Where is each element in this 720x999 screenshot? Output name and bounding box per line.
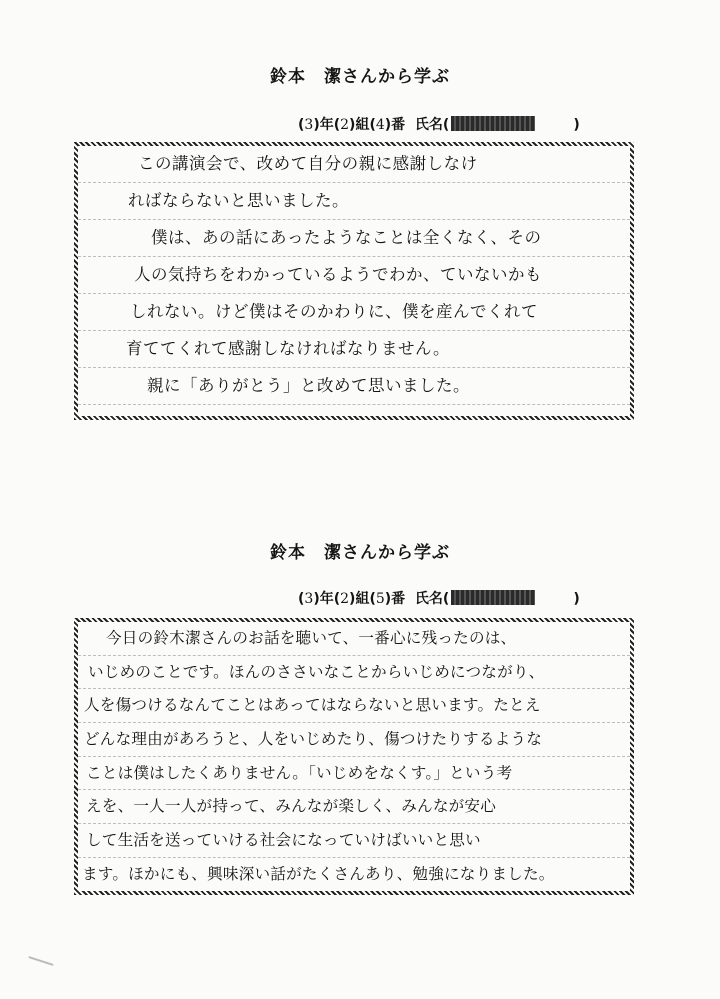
essay-line: いじめのことです。ほんのささいなことからいじめにつながり、 [78,656,630,690]
redacted-name [451,116,535,131]
grade-label: )年( [313,117,341,133]
class-label: )組( [349,591,376,607]
student-info [298,114,580,134]
number-value: 4 [375,117,385,133]
essay-line: 親に「ありがとう」と改めて思いました。 [78,368,630,405]
class-value: 2 [340,591,350,607]
title-name: 鈴本 [270,543,306,563]
essay-line: 人の気持ちをわかっているようでわか、ていないかも [78,257,630,294]
name-close: ) [573,591,580,607]
class-value: 2 [340,117,350,133]
essay-line [78,405,630,441]
student-info [298,588,580,608]
grade-label: )年( [313,591,341,607]
essay-line: 人を傷つけるなんてことはあってはならないと思います。たとえ [78,689,630,723]
paren: ( [298,591,305,607]
number-label: )番 [384,117,406,133]
worksheet-title [0,62,720,87]
scan-mark [28,956,53,966]
essay-line: どんな理由があろうと、人をいじめたり、傷つけたりするような [78,723,630,757]
number-value: 5 [375,591,385,607]
name-close: ) [573,117,580,133]
redacted-name [451,590,535,605]
essay-line: 育ててくれて感謝しなければなりません。 [78,331,630,368]
class-label: )組( [349,117,376,133]
paren: ( [298,117,305,133]
essay-line: しれない。けど僕はそのかわりに、僕を産んでくれて [78,294,630,331]
grade-value: 3 [304,591,314,607]
grade-value: 3 [304,117,314,133]
essay-line: ます。ほかにも、興味深い話がたくさんあり、勉強になりました。 [82,864,555,883]
essay-line: して生活を送っていける社会になっていけばいいと思い [78,824,630,858]
number-label: )番 [384,591,406,607]
essay-line: 僕は、あの話にあったようなことは全くなく、その [78,220,630,257]
essay-line: 今日の鈴木潔さんのお話を聴いて、一番心に残ったのは、 [78,622,630,656]
essay-line: ことは僕はしたくありません。「いじめをなくす。」という考 [78,757,630,791]
essay-box [74,618,634,895]
title-rest: 潔さんから学ぶ [324,543,450,563]
title-rest: 潔さんから学ぶ [324,67,450,87]
name-label: 氏名( [414,591,450,607]
worksheet-title [0,538,720,563]
essay-line: ればならないと思いました。 [78,183,630,220]
essay-box [74,142,634,420]
essay-line: えを、一人一人が持って、みんなが楽しく、みんなが安心 [78,790,630,824]
essay-line: この講演会で、改めて自分の親に感謝しなけ [78,146,630,183]
title-name: 鈴本 [270,67,306,87]
name-label: 氏名( [414,117,450,133]
